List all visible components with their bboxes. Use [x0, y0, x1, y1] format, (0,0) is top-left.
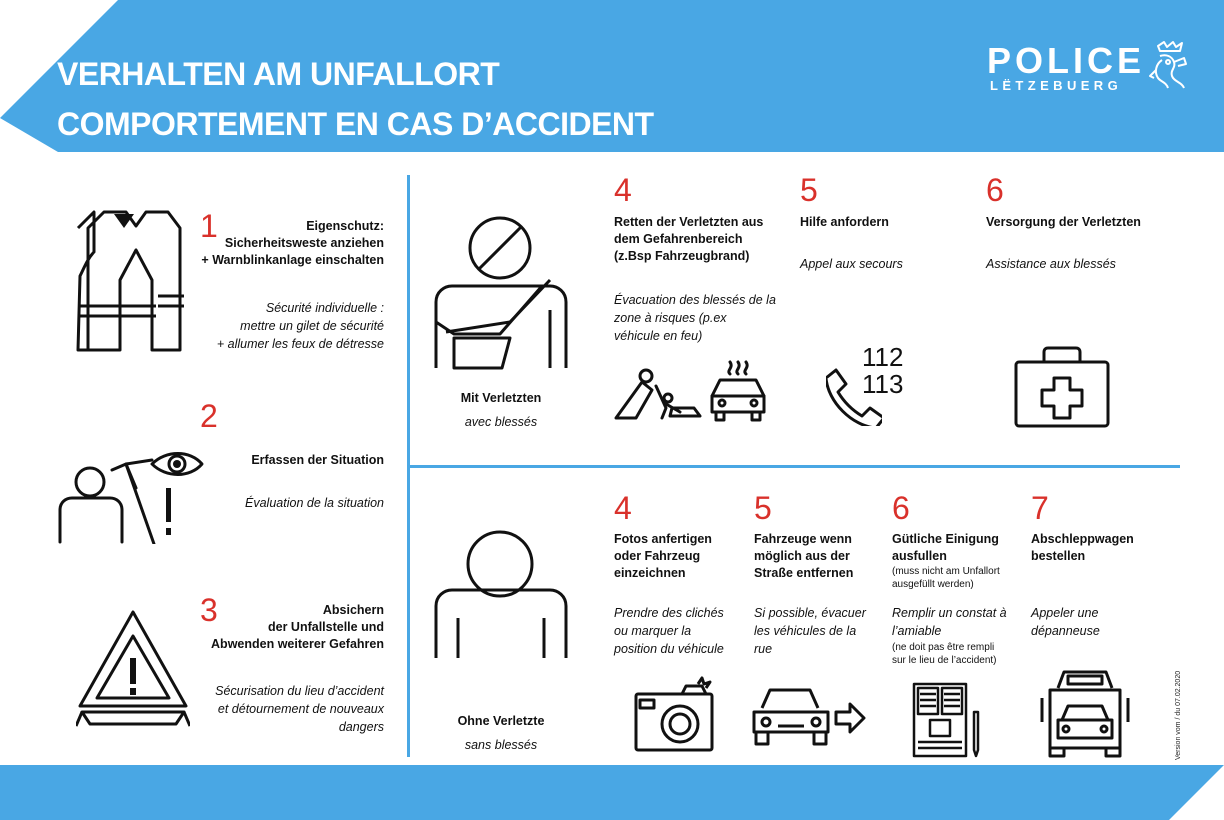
step-title-de: Fahrzeuge wenn möglich aus der Straße entfernen: [754, 532, 854, 580]
uninjured-label-fr: sans blessés: [464, 738, 538, 752]
step-desc-fr: Appel aux secours: [800, 257, 903, 271]
step-number: 4: [614, 490, 632, 526]
divider-horizontal: [410, 465, 1180, 468]
step-title-de: Erfassen der Situation: [251, 453, 384, 467]
step-title-de: Retten der Verletzten aus dem Gefahrenbereich (z.Bsp Fahrzeugbrand): [614, 215, 764, 263]
lion-crest-icon: [1148, 40, 1194, 92]
step-note-de: (muss nicht am Unfallort ausgefüllt werden): [892, 566, 1000, 590]
step-title-de: Eigenschutz: Sicherheitsweste anziehen + Warnblinkanlage einschalten: [201, 219, 384, 267]
step-title-de: Versorgung der Verletzten: [986, 215, 1141, 229]
injured-label-fr: avec blessés: [464, 415, 538, 429]
uninjured-label-de: Ohne Verletzte: [457, 714, 545, 728]
footer-banner: [0, 765, 1224, 820]
corner-decoration: [1169, 765, 1224, 820]
step-title-de: Abschleppwagen bestellen: [1031, 532, 1134, 563]
first-aid-kit-icon: [1014, 346, 1110, 428]
emergency-number-112: 112: [862, 342, 904, 372]
injured-label-de: Mit Verletzten: [460, 391, 542, 405]
step-number: 6: [986, 172, 1004, 208]
warning-triangle-icon: [76, 608, 190, 732]
rescue-icon: [612, 356, 770, 422]
person-icon: [432, 528, 570, 660]
step-title-de: Hilfe anfordern: [800, 215, 889, 229]
step-number: 3: [200, 592, 218, 628]
step-desc-fr: Remplir un constat à l’amiable: [892, 606, 1007, 638]
step-number: 6: [892, 490, 910, 526]
title-fr: COMPORTEMENT EN CAS D’ACCIDENT: [57, 106, 654, 142]
step-desc-fr: Prendre des clichés ou marquer la position du véhicule: [614, 606, 724, 656]
step-desc-fr: Sécurisation du lieu d’accident et détournement de nouveaux dangers: [215, 684, 384, 734]
logo-sub: LËTZEBUERG: [990, 78, 1123, 93]
step-desc-fr: Évacuation des blessés de la zone à risques (p.ex véhicule en feu): [614, 293, 776, 343]
version-label: Version vom / du 07.02.2020: [1175, 670, 1182, 760]
step-title-de: Absichern der Unfallstelle und Abwenden weiterer Gefahren: [211, 603, 384, 651]
step-desc-fr: Assistance aux blessés: [986, 257, 1116, 271]
step-number: 2: [200, 398, 218, 434]
step-note-fr: (ne doit pas être rempli sur le lieu de l’accident): [892, 642, 997, 666]
camera-icon: [634, 676, 714, 754]
step-number: 4: [614, 172, 632, 208]
step-title-de: Fotos anfertigen oder Fahrzeug einzeichnen: [614, 532, 712, 580]
injured-person-icon: [432, 214, 570, 370]
move-car-icon: [752, 684, 866, 748]
tow-truck-icon: [1040, 668, 1130, 758]
title-de: VERHALTEN AM UNFALLORT: [57, 56, 500, 92]
step-number: 5: [800, 172, 818, 208]
step-desc-fr: Appeler une dépanneuse: [1031, 606, 1100, 638]
step-title-de: Gütliche Einigung ausfullen: [892, 532, 999, 563]
step-desc-fr: Évaluation de la situation: [245, 496, 384, 510]
step-desc-fr: Si possible, évacuer les véhicules de la rue: [754, 606, 866, 656]
emergency-number-113: 113: [862, 369, 904, 399]
logo-police: POLICE: [987, 40, 1146, 81]
step-desc-fr: Sécurité individuelle : mettre un gilet de sécurité + allumer les feux de détresse: [216, 301, 384, 351]
step-number: 1: [200, 208, 218, 244]
step-number: 5: [754, 490, 772, 526]
vest-icon: [76, 210, 188, 362]
accident-report-icon: [912, 682, 982, 758]
step-number: 7: [1031, 490, 1049, 526]
